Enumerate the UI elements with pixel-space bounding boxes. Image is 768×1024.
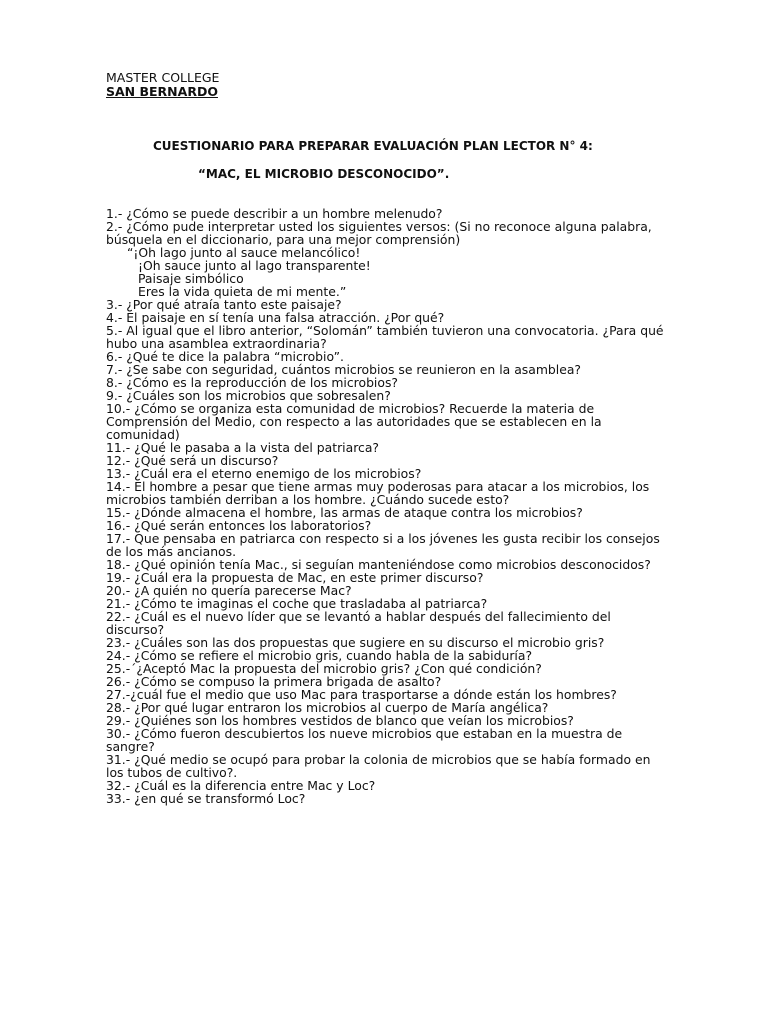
document-title: CUESTIONARIO PARA PREPARAR EVALUACIÓN PLAN LECTOR N° 4:	[153, 139, 593, 153]
college-name: MASTER COLLEGE	[106, 70, 220, 85]
book-title: “MAC, EL MICROBIO DESCONOCIDO”.	[198, 167, 450, 181]
question-item: 1.- ¿Cómo se puede describir a un hombre melenudo?	[106, 206, 443, 221]
document-header	[106, 71, 219, 99]
question-item: 25.-´¿Aceptó Mac la propuesta del microbio gris? ¿Con qué condición?	[106, 661, 542, 676]
question-item: 21.- ¿Cómo te imaginas el coche que trasladaba al patriarca?	[106, 596, 488, 611]
question-item: 17.- Que pensaba en patriarca con respecto si a los jóvenes les gusta recibir los consejos de los más ancianos.	[106, 531, 660, 559]
question-item: 28.- ¿Por qué lugar entraron los microbios al cuerpo de María angélica?	[106, 700, 549, 715]
question-item: 14.- El hombre a pesar que tiene armas muy poderosas para atacar a los microbios, los microbios también derriban a los hombre. ¿Cuándo sucede esto?	[106, 479, 650, 507]
verse-block	[106, 246, 666, 298]
question-item: 16.- ¿Qué serán entonces los laboratorios?	[106, 518, 372, 533]
question-item: 13.- ¿Cuál era el eterno enemigo de los microbios?	[106, 466, 422, 481]
question-item: 9.- ¿Cuáles son los microbios que sobresalen?	[106, 388, 391, 403]
question-item: 23.- ¿Cuáles son las dos propuestas que sugiere en su discurso el microbio gris?	[106, 635, 605, 650]
school-name: SAN BERNARDO	[106, 84, 218, 99]
question-item: 31.- ¿Qué medio se ocupó para probar la colonia de microbios que se había formado en los tubos de cultivo?.	[106, 752, 651, 780]
question-list	[106, 207, 666, 805]
question-item: 11.- ¿Qué le pasaba a la vista del patriarca?	[106, 440, 380, 455]
question-text: 2.- ¿Cómo pude interpretar usted los siguientes versos: (Si no reconoce alguna palabra, búsquela en el diccionario, para una mejor comprensión)	[106, 219, 652, 247]
question-item: 30.- ¿Cómo fueron descubiertos los nueve microbios que estaban en la muestra de sangre?	[106, 726, 623, 754]
verse-line: “¡Oh lago junto al sauce melancólico!	[127, 245, 361, 260]
verse-line: Paisaje simbólico	[138, 271, 244, 286]
question-item: 22.- ¿Cuál es el nuevo líder que se levantó a hablar después del fallecimiento del discurso?	[106, 609, 611, 637]
verse-line: Eres la vida quieta de mi mente.”	[138, 284, 347, 299]
question-item: 20.- ¿A quién no quería parecerse Mac?	[106, 583, 352, 598]
question-item: 19.- ¿Cuál era la propuesta de Mac, en este primer discurso?	[106, 570, 484, 585]
verse-line: ¡Oh sauce junto al lago transparente!	[138, 258, 371, 273]
question-item: 27.-¿cuál fue el medio que uso Mac para trasportarse a dónde están los hombres?	[106, 687, 617, 702]
question-item: 33.- ¿en qué se transformó Loc?	[106, 791, 306, 806]
question-item: 10.- ¿Cómo se organiza esta comunidad de microbios? Recuerde la materia de Comprensión del Medio, con respecto a las autoridades que se establecen en la comunidad)	[106, 401, 602, 442]
question-item: 26.- ¿Cómo se compuso la primera brigada de asalto?	[106, 674, 442, 689]
question-item: 29.- ¿Quiénes son los hombres vestidos de blanco que veían los microbios?	[106, 713, 574, 728]
question-item: 15.- ¿Dónde almacena el hombre, las armas de ataque contra los microbios?	[106, 505, 583, 520]
question-item: 6.- ¿Qué te dice la palabra “microbio”.	[106, 349, 344, 364]
question-item: 12.- ¿Qué será un discurso?	[106, 453, 279, 468]
question-item: 8.- ¿Cómo es la reproducción de los microbios?	[106, 375, 398, 390]
question-item: 18.- ¿Qué opinión tenía Mac., si seguían manteniéndose como microbios desconocidos?	[106, 557, 651, 572]
question-item: 7.- ¿Se sabe con seguridad, cuántos microbios se reunieron en la asamblea?	[106, 362, 582, 377]
question-item: 3.- ¿Por qué atraía tanto este paisaje?	[106, 297, 342, 312]
question-item	[106, 220, 666, 298]
question-item: 5.- Al igual que el libro anterior, “Solomán” también tuvieron una convocatoria. ¿Para qué hubo una asamblea extraordinaria?	[106, 323, 664, 351]
question-item: 24.- ¿Cómo se refiere el microbio gris, cuando habla de la sabiduría?	[106, 648, 533, 663]
question-item: 4.- El paisaje en sí tenía una falsa atracción. ¿Por qué?	[106, 310, 445, 325]
question-item: 32.- ¿Cuál es la diferencia entre Mac y Loc?	[106, 778, 376, 793]
